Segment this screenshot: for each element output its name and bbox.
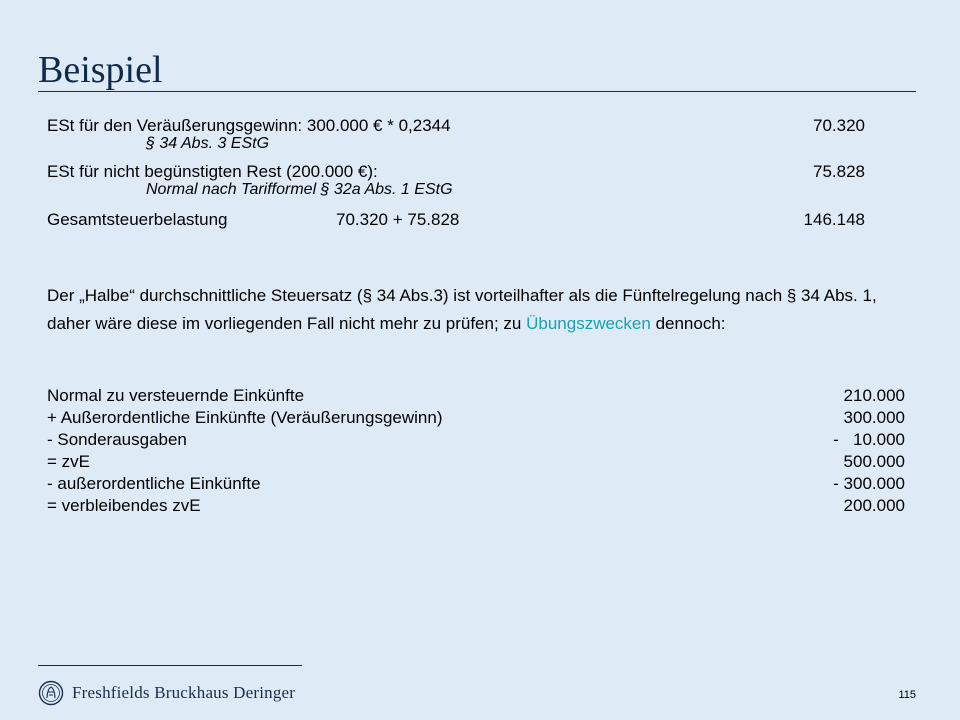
- total-formula: 70.320 + 75.828: [336, 210, 460, 229]
- explanation-paragraph: [47, 282, 907, 338]
- logo-text: Freshfields Bruckhaus Deringer: [72, 683, 296, 702]
- calc-label-3: - Sonderausgaben: [47, 430, 187, 449]
- footer-divider: [38, 665, 302, 666]
- logo-emblem-icon: [38, 680, 64, 706]
- page-number: 115: [898, 689, 916, 701]
- paragraph-highlight: Übungszwecken: [526, 314, 651, 333]
- calc-value-1: 210.000: [843, 386, 905, 405]
- calc-label-1: Normal zu versteuernde Einkünfte: [47, 386, 305, 405]
- calc-value-6: 200.000: [843, 496, 905, 515]
- total-value: 146.148: [803, 210, 865, 229]
- calc-value-4: 500.000: [843, 452, 905, 471]
- calc-value-5: - 300.000: [833, 474, 905, 493]
- page-title: Beispiel: [38, 49, 163, 91]
- calc-label-6: = verbleibendes zvE: [47, 496, 201, 515]
- paragraph-ending: dennoch:: [650, 314, 726, 333]
- calc-value-2: 300.000: [843, 408, 905, 427]
- title-divider: [38, 91, 916, 92]
- tax-line-2-sub: Normal nach Tarifformel § 32a Abs. 1 EStG: [146, 181, 453, 198]
- calc-label-5: - außerordentliche Einkünfte: [47, 474, 261, 493]
- tax-line-1-sub: § 34 Abs. 3 EStG: [146, 135, 270, 152]
- calc-label-4: = zvE: [47, 452, 90, 471]
- tax-line-2-label: ESt für nicht begünstigten Rest (200.000 €):: [47, 162, 378, 181]
- calc-value-3: - 10.000: [833, 430, 905, 449]
- tax-line-1-value: 70.320: [813, 116, 865, 135]
- total-label: Gesamtsteuerbelastung: [47, 210, 228, 229]
- paragraph-text: Der „Halbe“ durchschnittliche Steuersatz (§ 34 Abs.3) ist vorteilhafter als die Fünftelregelung nach § 34 Abs. 1, daher wäre diese im vorliegenden Fall nicht mehr zu prüfen; zu: [47, 286, 877, 333]
- tax-line-1-label: ESt für den Veräußerungsgewinn: 300.000 € * 0,2344: [47, 116, 451, 135]
- calc-label-2: + Außerordentliche Einkünfte (Veräußerungsgewinn): [47, 408, 443, 427]
- tax-line-2-value: 75.828: [813, 162, 865, 181]
- company-logo: [38, 680, 295, 706]
